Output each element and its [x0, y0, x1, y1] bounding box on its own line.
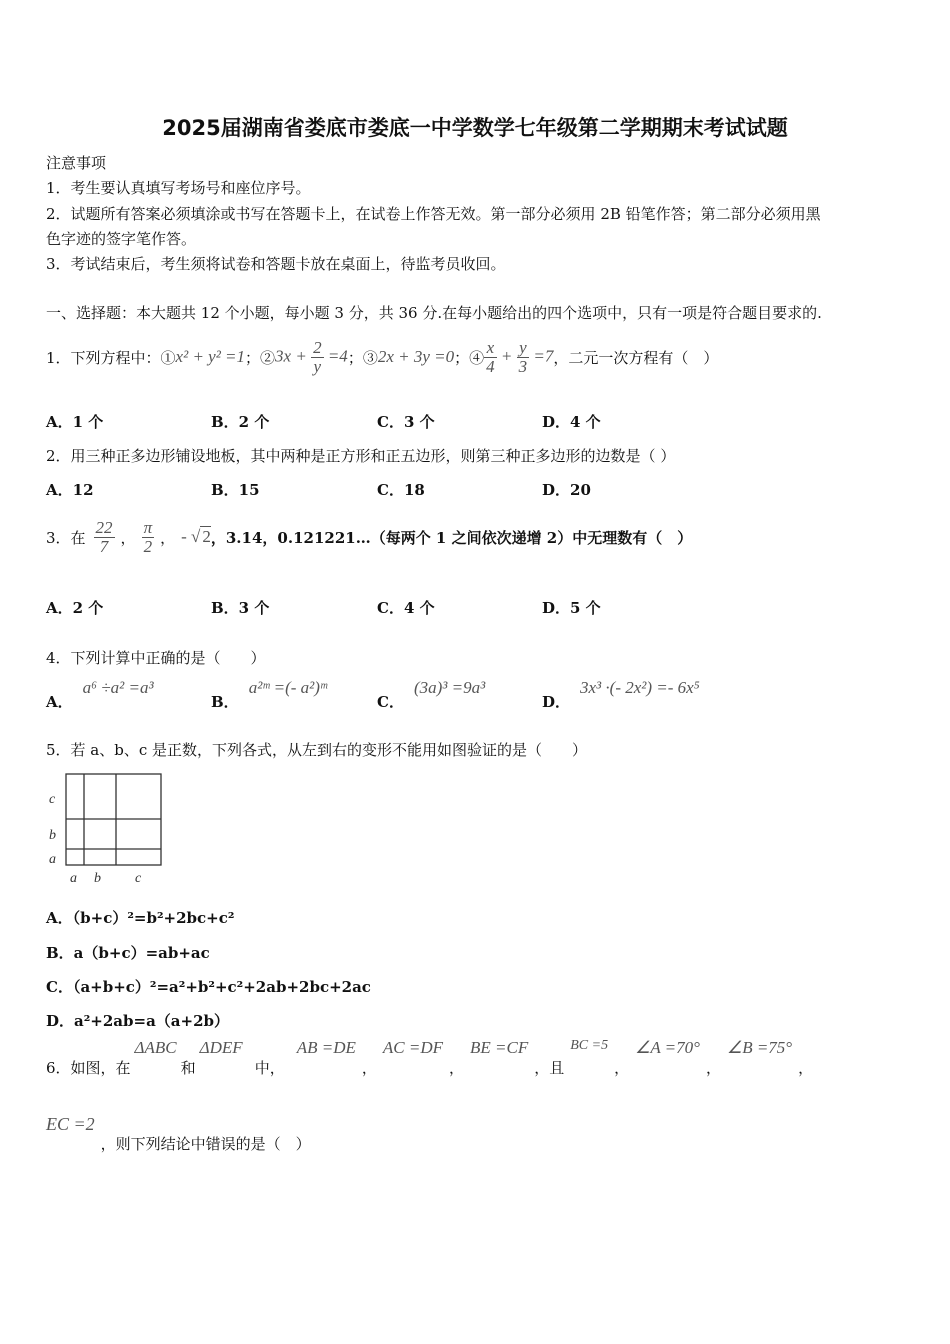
q6-comma-4: ， — [705, 1059, 721, 1077]
q6-triangle-def: ΔDEF — [199, 1038, 243, 1057]
notice-item-2-line-2: 色字迹的签字笔作答。 — [46, 230, 197, 248]
q6-angle-a: ∠A =70° — [635, 1038, 700, 1057]
q3-frac-1-den: 7 — [99, 536, 109, 556]
q6-and-also: ，且 — [534, 1059, 565, 1077]
page-title: 2025届湖南省娄底市娄底一中学数学七年级第二学期期末考试试题 — [162, 116, 788, 140]
q3-radicand: 2 — [202, 527, 211, 546]
q1-equation-2 — [275, 339, 348, 376]
q5-option-b: B．a（b+c）=ab+ac — [46, 944, 210, 962]
q3-frac-1 — [94, 519, 115, 556]
q3-comma: ， — [120, 528, 136, 547]
q4-option-a-expr: a⁶ ÷a² =a³ — [82, 678, 154, 697]
q4-option-c — [377, 678, 485, 712]
q1-eq4-plus: + — [500, 345, 513, 365]
question-4-stem: 4．下列计算中正确的是（ ） — [46, 649, 266, 667]
q5-fig-x-label-c: c — [135, 871, 142, 886]
q3-frac-2-num: π — [143, 517, 153, 537]
q1-option-d: D．4 个 — [542, 413, 601, 431]
q1-suffix: ，二元一次方程有（ ） — [553, 348, 719, 367]
q3-fraction-22-7 — [94, 519, 115, 556]
q2-option-a: A．12 — [46, 481, 94, 499]
q1-option-b: B．2 个 — [211, 413, 270, 431]
q5-option-d: D．a²+2ab=a（a+2b） — [46, 1012, 230, 1030]
notice-heading: 注意事项 — [46, 154, 107, 172]
q1-eq2-lhs: 3x + — [275, 345, 307, 365]
q1-sep-2: ；② — [245, 348, 276, 367]
q6-ac-df: AC =DF — [382, 1038, 443, 1057]
q2-option-d: D．20 — [542, 481, 591, 499]
q4-option-d-label: D． — [542, 693, 571, 711]
q6-bc-5: BC =5 — [570, 1038, 609, 1053]
q3-option-b: B．3 个 — [211, 599, 270, 617]
q6-line-2-text: ，则下列结论中错误的是（ ） — [100, 1135, 311, 1153]
q2-option-b: B．15 — [211, 481, 260, 499]
q6-comma-5: ， — [798, 1059, 814, 1077]
q4-option-d — [542, 678, 700, 712]
q5-fig-y-label-a: a — [49, 852, 56, 867]
question-5-stem: 5．若 a、b、c 是正数，下列各式，从左到右的变形不能用如图验证的是（ ） — [46, 741, 588, 759]
q1-eq2-num: 2 — [313, 337, 322, 357]
q6-ab-de: AB =DE — [296, 1038, 356, 1057]
q3-fraction-pi-2 — [142, 519, 155, 556]
q1-sep-3: ；③ — [347, 348, 378, 367]
q1-equation-1: x² + y² =1 — [175, 347, 246, 366]
q5-fig-x-label-a: a — [70, 871, 77, 886]
q3-neg-sign: - — [181, 527, 192, 546]
q1-eq2-rhs: =4 — [327, 345, 348, 365]
question-2-stem: 2．用三种正多边形铺设地板，其中两种是正方形和正五边形，则第三种正多边形的边数是（ ） — [46, 447, 676, 465]
q5-option-c: C．（a+b+c）²=a²+b²+c²+2ab+2bc+2ac — [46, 978, 371, 996]
q4-option-b — [211, 678, 327, 712]
question-3-stem — [46, 512, 692, 562]
q5-area-figure — [44, 768, 170, 890]
q1-eq2-den: y — [313, 356, 322, 376]
q1-prefix: 1．下列方程中：① — [46, 348, 176, 367]
q3-option-a: A．2 个 — [46, 599, 104, 617]
q5-option-a: A．（b+c）²=b²+2bc+c² — [46, 909, 235, 927]
notice-item-3: 3．考试结束后，考生须将试卷和答题卡放在桌面上，待监考员收回。 — [46, 255, 506, 273]
q5-fig-y-label-c: c — [49, 792, 56, 807]
q1-eq4-frac-2 — [517, 339, 530, 376]
q6-comma-1: ， — [361, 1059, 377, 1077]
q1-equation-3: 2x + 3y =0 — [377, 347, 455, 366]
q6-and: 和 — [180, 1059, 196, 1077]
q4-option-b-label: B． — [211, 693, 239, 711]
q3-option-d: D．5 个 — [542, 599, 601, 617]
q1-equation-4 — [484, 339, 553, 376]
q6-prefix: 6．如图，在 — [46, 1059, 131, 1077]
q3-neg-sqrt-2 — [181, 527, 211, 547]
q4-option-c-label: C． — [377, 693, 404, 711]
q4-option-c-expr: (3a)³ =9a³ — [413, 678, 486, 697]
q3-comma-2: ， — [160, 528, 176, 547]
q3-frac-2 — [142, 519, 155, 556]
q6-comma-3: ， — [614, 1059, 630, 1077]
notice-item-2-line-1: 2．试题所有答案必须填涂或书写在答题卡上，在试卷上作答无效。第一部分必须用 2B 铅笔作答；第二部分必须用黑 — [46, 205, 821, 223]
question-6-line-2 — [46, 1114, 311, 1154]
q3-option-c: C．4 个 — [377, 599, 435, 617]
q1-eq4-den-1: 4 — [486, 356, 495, 376]
q1-sep-4: ；④ — [454, 348, 485, 367]
q6-be-cf: BE =CF — [470, 1038, 529, 1057]
q4-option-d-expr: 3x³ ·(- 2x²) =- 6x⁵ — [580, 678, 700, 697]
q1-eq4-frac-1 — [484, 339, 497, 376]
q1-eq4-num-2: y — [517, 339, 530, 358]
q6-comma-2: ， — [448, 1059, 464, 1077]
q3-prefix: 3．在 — [46, 528, 86, 547]
q3-suffix: ，3.14，0.121221…（每两个 1 之间依次递增 2）中无理数有（ ） — [210, 528, 693, 547]
q4-option-a — [46, 678, 154, 712]
notice-item-1: 1．考生要认真填写考场号和座位序号。 — [46, 179, 311, 197]
q4-option-a-label: A． — [46, 693, 73, 711]
q4-option-b-expr: a²ᵐ =(- a²)ᵐ — [248, 678, 328, 697]
question-6-stem — [46, 1038, 813, 1078]
q1-option-c: C．3 个 — [377, 413, 435, 431]
section-heading: 一、选择题：本大题共 12 个小题，每小题 3 分，共 36 分.在每小题给出的四个选项中，只有一项是符合题目要求的. — [46, 304, 822, 322]
q6-middle: 中， — [254, 1059, 285, 1077]
question-1-stem — [46, 332, 718, 382]
q1-eq4-rhs: =7 — [533, 345, 554, 365]
q1-eq4-num-1: x — [484, 339, 497, 358]
q3-frac-2-den: 2 — [143, 536, 153, 556]
q5-fig-y-label-b: b — [49, 828, 56, 843]
q6-triangle-abc: ΔABC — [134, 1038, 177, 1057]
q2-option-c: C．18 — [377, 481, 425, 499]
q6-ec-2: EC =2 — [46, 1114, 95, 1134]
q5-fig-x-label-b: b — [94, 871, 101, 886]
q1-eq2-fraction — [311, 339, 324, 376]
q1-option-a: A．1 个 — [46, 413, 104, 431]
q3-radical-sign: √ — [191, 527, 201, 546]
q6-angle-b: ∠B =75° — [726, 1038, 793, 1057]
q3-frac-1-num: 22 — [95, 517, 113, 537]
q1-eq4-den-2: 3 — [518, 356, 528, 376]
